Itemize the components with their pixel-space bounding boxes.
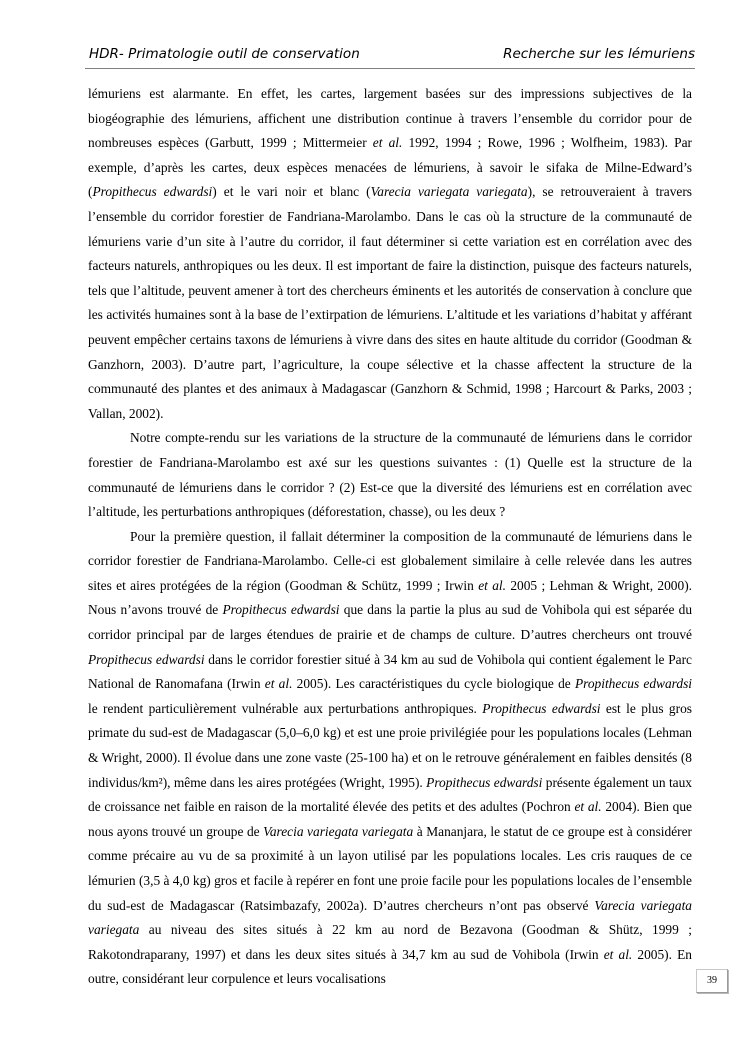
text-run: Pour la première question, il fallait déterminer la composition de la communauté de lémuriens dans le corridor forestier de Fandriana-Marolambo. Celle-ci est globalement similaire à celle relevée dans les autres sites et aires protégées de la région (Goodman & Schütz, 1999 ; Irwin [88, 528, 692, 593]
italic-run: Varecia variegata variegata [88, 897, 692, 938]
italic-run: Propithecus edwardsi [574, 676, 692, 692]
italic-run: et al. [478, 577, 506, 593]
text-run: lémuriens est alarmante. En effet, les cartes, largement basées sur des impressions subjectives de la biogéographie des lémuriens, affichent une distribution continue à travers l’ensemble du corridor pour de nombreuses espèces (Garbutt, 1999 ; Mittermeier [88, 86, 692, 151]
italic-run: et al. [372, 135, 403, 151]
page-number: 39 [696, 969, 728, 993]
text-run: 1992, 1994 ; Rowe, 1996 ; Wolfheim, 1983). Par exemple, d’après les cartes, deux espèces menacées de lémuriens, à savoir le sifaka de Milne-Edward’s ( [88, 135, 692, 200]
italic-run: Propithecus edwardsi [88, 651, 205, 667]
text-run: 2004). Bien que nous ayons trouvé un groupe de [88, 799, 692, 839]
italic-run: Propithecus edwardsi [426, 774, 543, 790]
text-run: est le plus gros primate du sud-est de Madagascar (5,0–6,0 kg) et est une proie privilégiée pour les populations locales (Lehman & Wright, 2000). Il évolue dans une zone vaste (25-100 ha) et on le retrouve généralement en faibles densités (8 individus/km²), même dans les aires protégées (Wright, 1995). [88, 700, 692, 790]
text-run: présente également un taux de croissance net faible en raison de la mortalité élevée des petits et des adultes (Pochron [88, 774, 693, 815]
italic-run: et al. [264, 676, 293, 692]
italic-run: Varecia variegata variegata [263, 823, 414, 839]
header-right-title: Recherche sur les lémuriens [503, 46, 695, 62]
running-header [85, 42, 695, 69]
italic-run: Propithecus edwardsi [92, 184, 213, 200]
paragraph-2 [88, 426, 692, 524]
text-run: au niveau des sites situés à 22 km au nord de Bezavona (Goodman & Shütz, 1999 ; Rakotondraparany, 1997) et dans les deux sites situés à 34,7 km au sud de Vohibola (Irwin [88, 922, 692, 962]
italic-run: Varecia variegata variegata [370, 184, 528, 200]
text-run: 2005 ; Lehman & Wright, 2000). Nous n’avons trouvé de [88, 577, 692, 618]
text-run: que dans la partie la plus au sud de Vohibola qui est séparée du corridor principal par de larges étendues de prairie et de champs de culture. D’autres chercheurs ont trouvé [88, 602, 693, 643]
text-run: ) et le vari noir et blanc ( [212, 184, 371, 200]
header-left-title: HDR- Primatologie outil de conservation [89, 46, 360, 62]
text-run: dans le corridor forestier situé à 34 km au sud de Vohibola qui contient également le Parc National de Ranomafana (Irwin [88, 651, 692, 692]
italic-run: Propithecus edwardsi [222, 602, 340, 618]
text-run: Notre compte-rendu sur les variations de la structure de la communauté de lémuriens dans le corridor forestier de Fandriana-Marolambo est axé sur les questions suivantes : (1) Quelle est la structure de la communauté de lémuriens dans le corridor ? (2) Est-ce que la diversité des lémuriens est en corrélation avec l’altitude, les perturbations anthropiques (déforestation, chasse), ou les deux ? [88, 430, 692, 520]
italic-run: Propithecus edwardsi [482, 700, 601, 716]
text-run: ), se retrouveraient à travers l’ensemble du corridor forestier de Fandriana-Marolambo. Dans le cas où la structure de la communauté de lémuriens varie d’un site à l’autre du corridor, il faut déterminer si cette variation est en corrélation avec des facteurs naturels, anthropiques ou les deux. Il est important de faire la distinction, puisque des facteurs naturels, tels que l’altitude, peuvent amener à tort des chercheurs éminents et les autorités de conservation à conclure que les activités humaines sont à la base de l’extirpation de lémuriens. L’altitude et les variations d’habitat y afférant peuvent empêcher certains taxons de lémuriens à vivre dans des sites en haute altitude du corridor (Goodman & Ganzhorn, 2003). D’autre part, l’agriculture, la coupe sélective et la chasse affectent la structure de la communauté des plantes et des animaux à Madagascar (Ganzhorn & Schmid, 1998 ; Harcourt & Parks, 2003 ; Vallan, 2002). [88, 184, 693, 421]
text-run: 2005). Les caractéristiques du cycle biologique de [292, 676, 575, 692]
italic-run: et al. [603, 946, 633, 962]
body-text [88, 82, 692, 992]
text-run: à Mananjara, le statut de ce groupe est à considérer comme précaire au vu de sa proximité à un layon utilisé par les populations locales. Les cris rauques de ce lémurien (3,5 à 4,0 kg) gros et facile à repérer en font une proie facile pour les populations locales de l’ensemble du sud-est de Madagascar (Ratsimbazafy, 2002a). D’autres chercheurs n’ont pas observé [88, 823, 692, 913]
paragraph-1 [88, 82, 692, 426]
text-run: 2005). En outre, considérant leur corpulence et leurs vocalisations [88, 946, 692, 987]
text-run: le rendent particulièrement vulnérable aux perturbations anthropiques. [88, 700, 483, 716]
paragraph-3 [88, 525, 692, 992]
italic-run: et al. [574, 799, 602, 815]
